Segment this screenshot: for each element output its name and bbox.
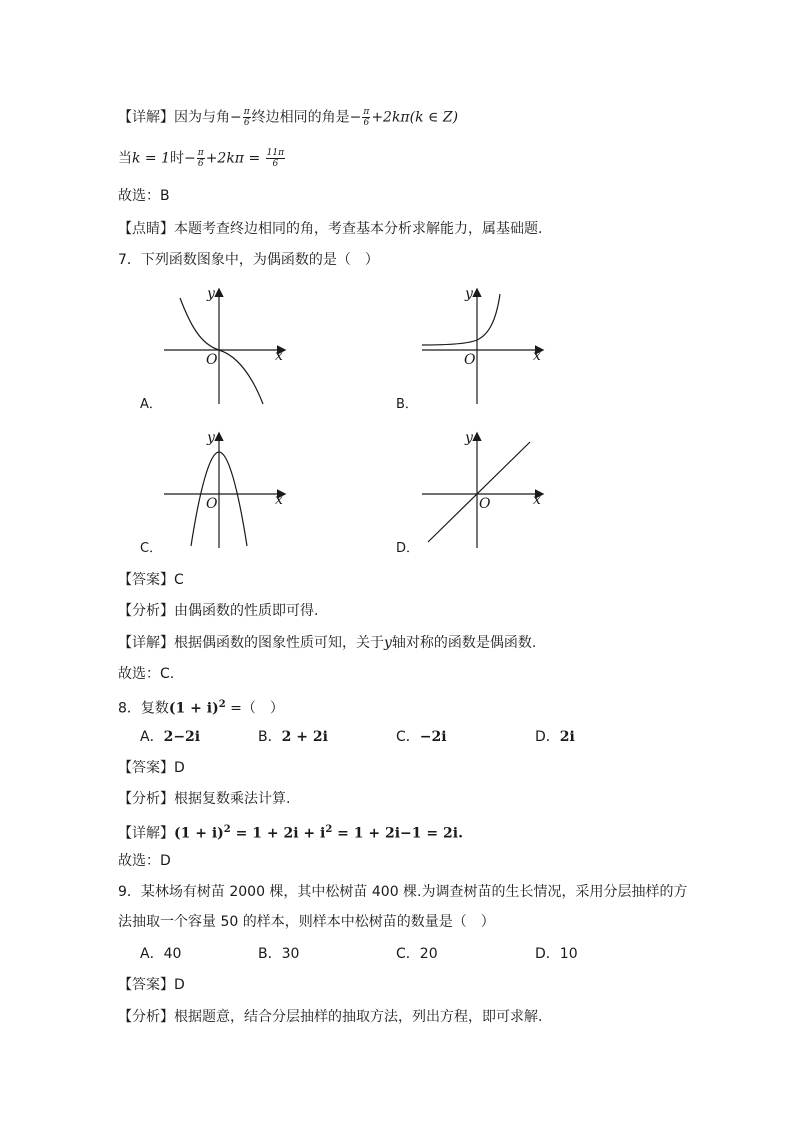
q7-stem: 7．下列函数图象中，为偶函数的是（ ） — [118, 252, 379, 268]
q8-option-c: C．−2i — [396, 729, 447, 745]
q8-detail: 【详解】$(1 + i)^2 = 1 + 2i + i^2 = 1 + 2i-1 = 2i$. — [118, 824, 463, 842]
comment-tag: 【点睛】 — [118, 221, 174, 237]
q8-answer: 【答案】D — [118, 760, 185, 776]
fraction-pi-over-6: $\frac{\pi}{6}$ — [243, 107, 250, 128]
axis-x-label: x — [275, 492, 283, 508]
curve-b — [422, 294, 500, 345]
q7-analysis: 【分析】由偶函数的性质即可得. — [118, 603, 319, 619]
fraction-pi-over-6: $\frac{\pi}{6}$ — [363, 107, 370, 128]
detail-text: 因为与角 — [174, 109, 230, 126]
q9-option-b: B．30 — [258, 946, 300, 962]
fraction-11pi-over-6: $\frac{11\pi}{6}$ — [266, 148, 285, 169]
q8-choice: 故选：D — [118, 853, 171, 869]
axis-y-label: y — [465, 286, 473, 302]
origin-label: O — [206, 352, 218, 368]
q8-stem: 8．复数$(1 + i)^2$ =（ ） — [118, 699, 284, 717]
origin-label: O — [479, 496, 491, 512]
q7-answer: 【答案】C — [118, 572, 184, 588]
q9-analysis: 【分析】根据题意，结合分层抽样的抽取方法，列出方程，即可求解. — [118, 1009, 543, 1025]
origin-label: O — [464, 352, 476, 368]
q8-option-a: A．2−2i — [140, 729, 201, 745]
option-a-label: A． — [140, 397, 162, 412]
q8-option-b: B．2 + 2i — [258, 729, 328, 745]
curve-a — [180, 298, 263, 404]
q9-option-a: A．40 — [140, 946, 182, 962]
fraction-pi-over-6: $\frac{\pi}{6}$ — [197, 148, 204, 169]
comment-line: 【点睛】本题考查终边相同的角，考查基本分析求解能力，属基础题. — [118, 221, 543, 237]
detail-line-2: 当k = 1时− $\frac{\pi}{6}$ +2kπ = $\frac{11\pi}{6}$ — [118, 148, 285, 169]
graph-a — [160, 284, 290, 406]
q9-answer: 【答案】D — [118, 977, 185, 993]
formula-tail: +2kπ(k ∈ Z) — [371, 109, 459, 126]
graph-c — [160, 428, 290, 550]
q8-option-d: D．2i — [535, 729, 575, 745]
option-b-label: B． — [396, 397, 418, 412]
q7-choice: 故选：C. — [118, 666, 175, 682]
q9-option-c: C．20 — [396, 946, 438, 962]
axis-x-label: x — [533, 348, 541, 364]
choice-line: 故选：B — [118, 188, 170, 204]
axis-y-label: y — [465, 430, 473, 446]
q7-detail: 【详解】根据偶函数的图象性质可知，关于y轴对称的函数是偶函数. — [118, 635, 537, 651]
detail-tag: 【详解】 — [118, 109, 174, 126]
axis-x-label: x — [533, 492, 541, 508]
q9-stem-line-1: 9．某林场有树苗 2000 棵，其中松树苗 400 棵.为调查树苗的生长情况，采用分层抽样的方 — [118, 884, 688, 900]
q8-analysis: 【分析】根据复数乘法计算. — [118, 791, 291, 807]
line-d — [428, 442, 530, 542]
axis-y-label: y — [207, 430, 215, 446]
q9-option-d: D．10 — [535, 946, 578, 962]
option-c-label: C． — [140, 541, 163, 556]
q9-stem-line-2: 法抽取一个容量 50 的样本，则样本中松树苗的数量是（ ） — [118, 914, 495, 930]
detail-line-1: 【详解】因为与角− $\frac{\pi}{6}$ 终边相同的角是− $\frac{\pi}{6}$ +2kπ(k ∈ Z) — [118, 107, 459, 128]
origin-label: O — [206, 496, 218, 512]
graph-b — [418, 284, 548, 406]
option-d-label: D． — [396, 541, 420, 556]
graph-d — [418, 428, 548, 550]
axis-y-label: y — [207, 286, 215, 302]
axis-x-label: x — [275, 348, 283, 364]
